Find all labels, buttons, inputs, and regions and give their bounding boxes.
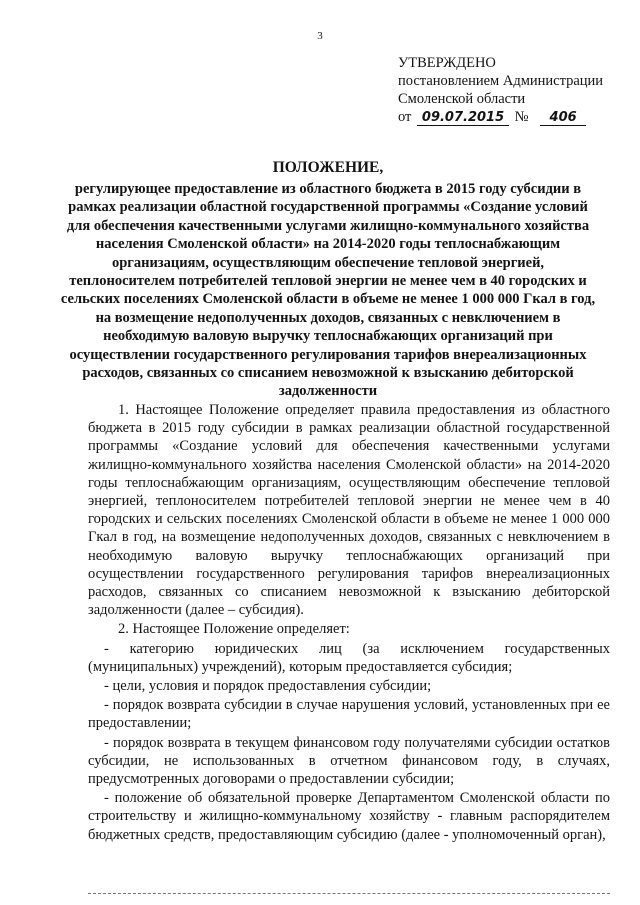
list-item: - порядок возврата в текущем финансовом году получателями субсидии остатков субсидии, не использованных в отчетном финансовом году, в случаях, предусмотренных договорами о предоставлении субсидии;: [88, 734, 610, 788]
document-body: [88, 401, 610, 845]
document-title: [58, 158, 598, 401]
approval-stamp: [398, 54, 628, 126]
paragraph-1: 1. Настоящее Положение определяет правила предоставления из областного бюджета в 2015 году субсидии в рамках реализации областной государственной программы «Создание условий для обеспечения качественными услугами жилищно-коммунального хозяйства населения Смоленской области» на 2014-2020 годы теплоснабжающим организациям, осуществляющим обеспечение тепловой энергией, теплоносителем потребителей тепловой энергии не менее чем в 40 городских и сельских поселениях Смоленской области в объеме не менее 1 000 000 Гкал в год, на возмещение недополученных доходов, связанных с невключением в необходимую валовую выручку теплоснабжающих организаций при осуществлении государственного регулирования тарифов внереализационных расходов, связанных со списанием невозможной к взысканию дебиторской задолженности (далее – субсидия).: [88, 402, 610, 619]
paragraph-2: 2. Настоящее Положение определяет:: [118, 621, 350, 638]
number-prefix: №: [514, 109, 529, 125]
list-item: - положение об обязательной проверке Департаментом Смоленской области по строительству и жилищно-коммунальному хозяйству - главным распорядителем бюджетных средств, предоставляющим субсидию (далее - уполномоченный орган),: [88, 790, 610, 843]
page-number: 3: [317, 30, 323, 42]
list-item: - цели, условия и порядок предоставления субсидии;: [104, 678, 432, 695]
title-heading: ПОЛОЖЕНИЕ,: [272, 159, 384, 176]
handwritten-number: 406: [540, 110, 586, 126]
list-item: - порядок возврата субсидии в случае нарушения условий, установленных при ее предоставлении;: [88, 697, 610, 732]
approval-region: Смоленской области: [398, 91, 526, 107]
approval-issuer: постановлением Администрации: [398, 73, 604, 89]
handwritten-date: 09.07.2015: [417, 110, 509, 126]
page-bottom-divider: [88, 893, 610, 894]
date-prefix: от: [398, 109, 412, 125]
title-subtitle: регулирующее предоставление из областного бюджета в 2015 году субсидии в рамках реализации областной государственной программы «Создание условий для обеспечения качественными услугами жилищно-коммунального хозяйства населения Смоленской области» на 2014-2020 годы теплоснабжающим организациям, осуществляющим обеспечение тепловой энергией, теплоносителем потребителей тепловой энергии не менее чем в 40 городских и сельских поселениях Смоленской области в объеме не менее 1 000 000 Гкал в год, на возмещение недополученных доходов, связанных с невключением в необходимую валовую выручку теплоснабжающих организаций при осуществлении государственного регулирования тарифов внереализационных расходов, связанных со списанием невозможной к взысканию дебиторской задолженности: [60, 181, 596, 400]
list-item: - категорию юридических лиц (за исключением государственных (муниципальных) учреждений), которым предоставляется субсидия;: [88, 640, 610, 675]
approval-title: УТВЕРЖДЕНО: [398, 55, 496, 71]
approval-date-line: [398, 108, 628, 126]
